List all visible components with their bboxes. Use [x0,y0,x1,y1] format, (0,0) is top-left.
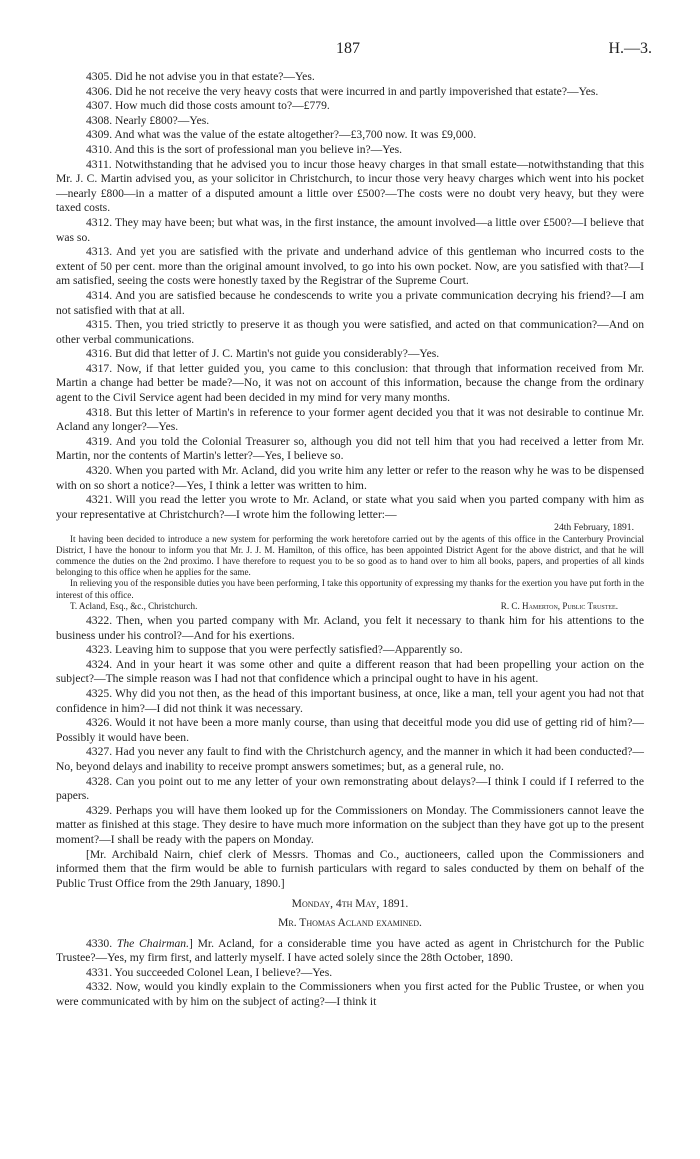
question-4310: 4310. And this is the sort of professional man you believe in?—Yes. [86,142,403,156]
question-4313: 4313. And yet you are satisfied with the private and underhand advice of this gentleman who incurred costs to the extent of 50 per cent. more than the original amount involved, to go into his own pocket. Now, are you satisfied with that?—I am satisfied, seeing the costs were honestly taxed by the Registrar of the Supreme Court. [56,245,644,288]
question-4309: 4309. And what was the value of the estate altogether?—£3,700 now. It was £9,000. [86,128,477,142]
question-4305: 4305. Did he not advise you in that estate?—Yes. [86,70,315,83]
question-4321: 4321. Will you read the letter you wrote to Mr. Acland, or state what you said when you parted company with him as your representative at Christchurch?—I wrote him the following letter:— [56,493,644,521]
question-4312: 4312. They may have been; but what was, in the first instance, the amount involved—a little over £500?—I believe that was so. [56,215,644,244]
question-4311: 4311. Notwithstanding that he advised you to incur those heavy charges in that small estate—notwithstanding that this Mr. J. C. Martin advised you, as your solicitor in Christchurch, to incur those very heavy charges which went into his pocket—nearly £800—in a matter of a disputed amount a little over £500?—The costs were no doubt very heavy, but they were taxed costs. [56,157,644,215]
witness-heading: Mr. Thomas Acland examined. [278,915,422,929]
question-4307: 4307. How much did those costs amount to?—£779. [86,99,330,113]
question-4324: 4324. And in your heart it was some other and quite a different reason that had been propelling your action on the subject?—The simple reason was I had not that confidence which a principal ought to have in his agent. [56,657,644,686]
question-4319: 4319. And you told the Colonial Treasurer so, although you did not tell him that you had received a letter from Mr. Martin, nor the contents of Martin's letter?—Yes, I believe so. [56,434,644,463]
question-4308: 4308. Nearly £800?—Yes. [86,113,210,127]
question-4326: 4326. Would it not have been a more manly course, than using that deceitful mode you did use of getting rid of him?—Possibly it would have been. [56,716,644,744]
page-number: 187 [336,40,360,57]
question-4314: 4314. And you are satisfied because he condescends to write you a private communication decrying his friend?—I am not satisfied with that at all. [56,288,644,317]
question-4329: 4329. Perhaps you will have them looked up for the Commissioners on Monday. The Commissioners cannot leave the matter as finished at this stage. They desire to have much more information on the subject than they have got up to the present moment?—I shall be ready with the papers on Monday. [56,803,644,846]
question-4327: 4327. Had you never any fault to find with the Christchurch agency, and the manner in which it had been conducted?—No, beyond delays and inability to receive prompt answers sometimes; but, as a general rule, no. [56,745,644,773]
question-4330 [56,937,644,966]
letter-signature: R. C. Hamerton, Public Trustee. [500,600,618,611]
page-header [56,40,652,70]
date-heading: Monday, 4th May, 1891. [291,897,409,911]
question-4315: 4315. Then, you tried strictly to preserve it as though you were satisfied, and acted on that communication?—And on other verbal communications. [56,318,644,346]
question-4322: 4322. Then, when you parted company with Mr. Acland, you felt it necessary to thank him for his attentions to the business under his control?—And for his exertions. [56,614,644,642]
question-4325: 4325. Why did you not then, as the head of this important business, at once, like a man, tell your agent you had not that confidence in him?—I did not think it was necessary. [56,687,644,715]
letter-paragraph-2: In relieving you of the responsible duties you have been performing, I take this opportunity of expressing my thanks for the exertion you have put forth in the interest of this office. [56,578,644,600]
question-4332: 4332. Now, would you kindly explain to the Commissioners when you first acted for the Public Trustee, or when you were communicated with by him on the subject of acting?—I think it [56,980,644,1008]
bracket-note: [Mr. Archibald Nairn, chief clerk of Messrs. Thomas and Co., auctioneers, called upon the Commissioners and informed them that the firm would be able to furnish particulars with regard to sales conducted by them on behalf of the Public Trust Office from the 29th January, 1890.] [56,847,644,890]
letter-date: 24th February, 1891. [554,522,634,534]
question-text: ] Mr. Acland, for a considerable time you have acted as agent in Christchurch for the Public Trustee?—Yes, my firm first, and latterly myself. I have acted solely since the 28th October, 1890. [56,936,644,965]
quoted-letter [56,522,644,612]
testimony-body [56,70,644,1009]
question-4328: 4328. Can you point out to me any letter of your own remonstrating about delays?—I think I could if I referred to the papers. [56,774,644,803]
question-4316: 4316. But did that letter of J. C. Martin's not guide you considerably?—Yes. [86,347,440,361]
parliamentary-paper-reference: H.—3. [608,40,652,57]
question-4318: 4318. But this letter of Martin's in reference to your former agent decided you that it was not desirable to continue Mr. Acland any longer?—Yes. [56,405,644,434]
document-page [56,40,652,1009]
speaker-name: The Chairman. [116,936,189,950]
question-4331: 4331. You succeeded Colonel Lean, I believe?—Yes. [86,965,333,979]
question-4306: 4306. Did he not receive the very heavy costs that were incurred in and partly impoverished that estate?—Yes. [86,84,599,98]
question-4323: 4323. Leaving him to suppose that you were perfectly satisfied?—Apparently so. [86,643,463,657]
letter-paragraph-1: It having been decided to introduce a new system for performing the work heretofore carried out by the agents of this office in the Canterbury Provincial District, I have the honour to inform you that Mr. J. J. M. Hamilton, of this office, has been appointed District Agent for the above district, and that he will commence the duties on the 2nd proximo. I have therefore to request you to be so good as to hand over to him all books, papers, and properties of all kinds belonging to this office when he applies for the same. [56,533,644,578]
letter-signature-line [70,601,618,612]
question-4320: 4320. When you parted with Mr. Acland, did you write him any letter or refer to the reason why he was to be dispensed with on so short a notice?—Yes, I think a letter was written to him. [56,464,644,492]
question-number: 4330. [86,936,113,950]
letter-addressee: T. Acland, Esq., &c., Christchurch. [70,600,198,611]
question-4317: 4317. Now, if that letter guided you, you came to this conclusion: that through that information received from Mr. Martin a change had better be made?—No, it was not on account of this information, because the change from the ordinary agent to the Civil Service agent had been decided in my mind for very many months. [56,361,644,405]
